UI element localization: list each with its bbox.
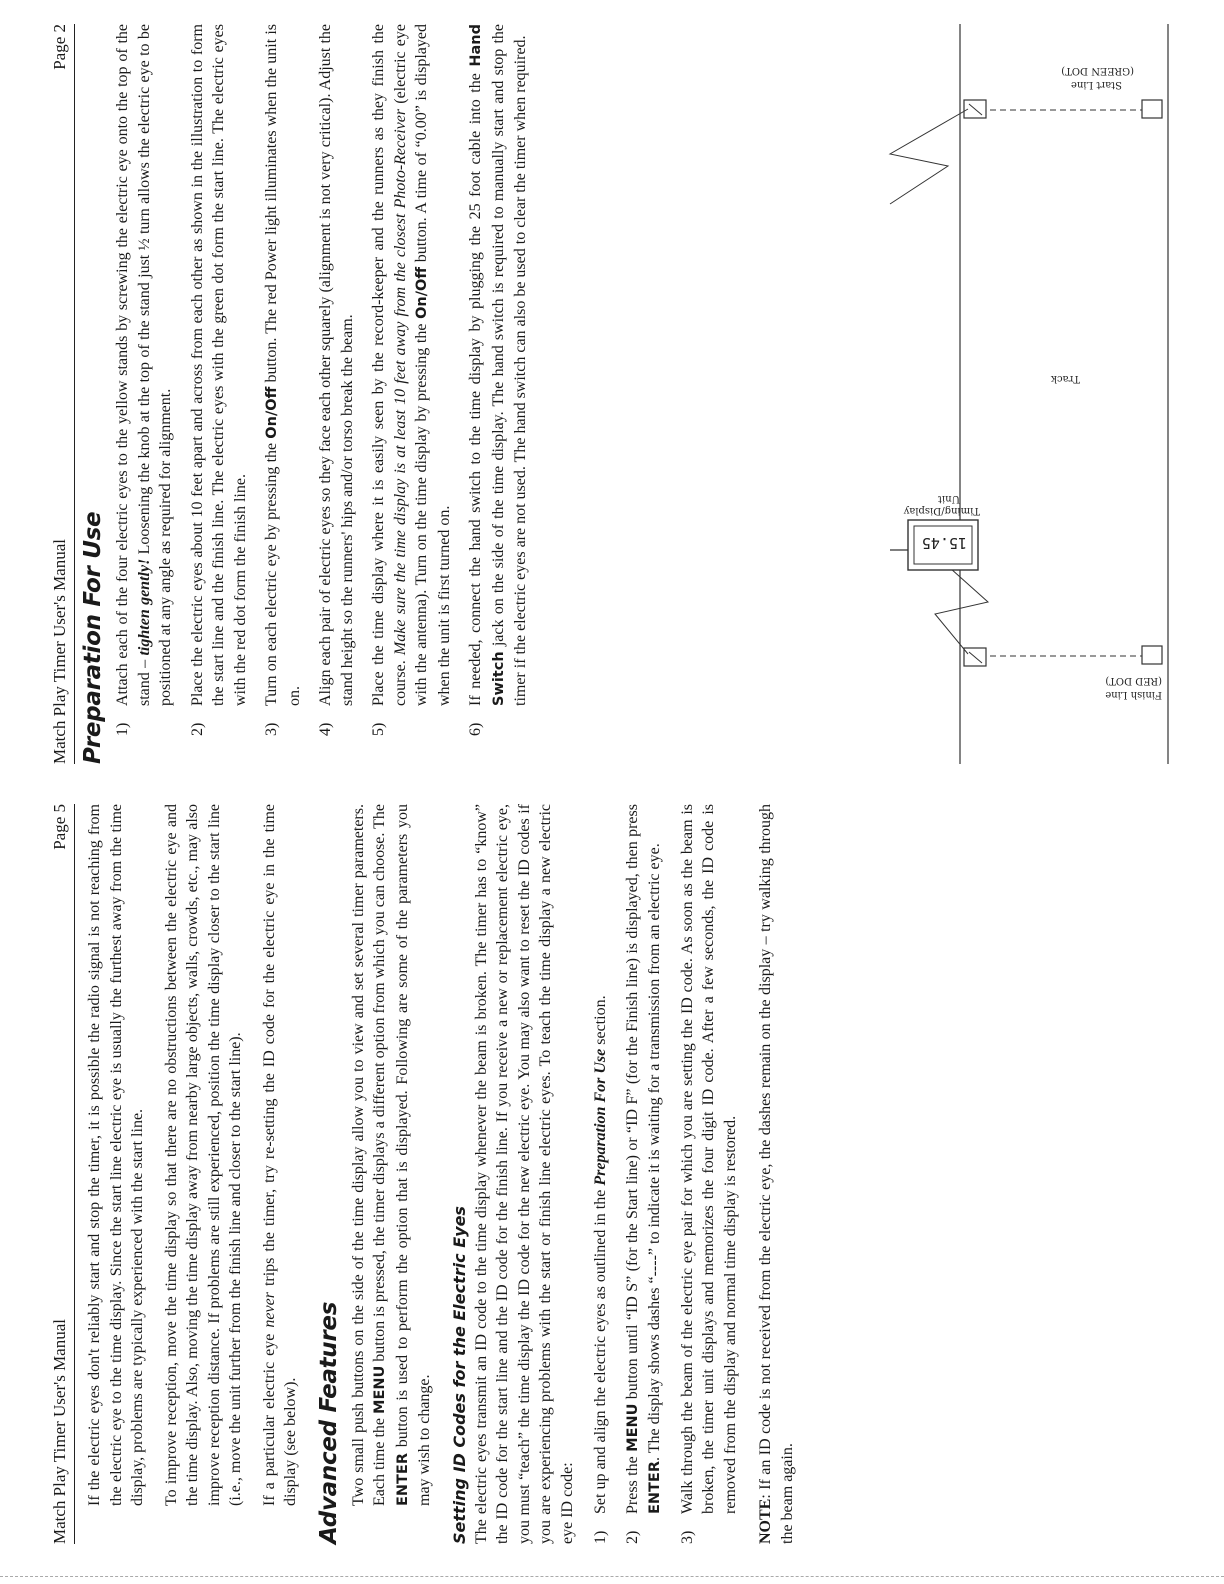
text: section. — [592, 995, 609, 1049]
text: If needed, connect the hand switch to the time display by plugging the 25 foot cable into the — [467, 66, 484, 706]
text: trips the timer, try re-setting the ID code for the electric eye in the time display (see below). — [260, 803, 299, 1506]
preparation-heading: Preparation For Use — [80, 511, 106, 764]
display-readout: 15.45 — [921, 534, 967, 552]
note-label: NOTE — [757, 1498, 774, 1544]
start-dot-label: (GREEN DOT) — [1061, 65, 1134, 76]
header-page-number: Page 5 — [50, 804, 69, 850]
unit-label-2: Unit — [937, 493, 960, 504]
text: Two small push buttons on the side of the time display allow you to view and set several timer parameters. Each time the — [349, 804, 388, 1506]
text: : If an ID code is not received from the electric eye, the dashes remain on the display – try walking through the beam again. — [757, 804, 796, 1544]
text: . The display shows dashes “----” to indicate it is waiting for a transmission from an electric eye. — [646, 843, 663, 1461]
id-steps-list — [590, 804, 741, 1544]
finish-radio-signal — [935, 568, 988, 654]
list-item — [112, 24, 177, 736]
text: Attach each of the four electric eyes to the yellow stands by screwing the electric eye onto the top of the stand – — [114, 24, 153, 706]
id-codes-heading: Setting ID Codes for the Electric Eyes — [449, 1206, 469, 1544]
page-header — [44, 24, 75, 764]
emphasis: Make sure the time display is at least 10 feet away from the closest Photo-Receiver — [391, 108, 409, 656]
note-paragraph — [755, 804, 798, 1544]
page-body — [84, 804, 810, 1544]
enter-keyword: ENTER — [394, 1452, 411, 1506]
text: Set up and align the electric eyes as outlined in the — [592, 1185, 609, 1514]
start-radio-signal — [890, 109, 968, 204]
finish-line-label: Finish Line — [1105, 689, 1162, 700]
list-item — [590, 804, 612, 1544]
track-label: Track — [1050, 373, 1080, 384]
text: button is used to perform the option that is displayed. Following are some of the parameters you may wish to change. — [393, 804, 433, 1506]
emphasis: tighten gently! — [135, 558, 153, 656]
never-trips-paragraph — [259, 804, 302, 1544]
menu-keyword: MENU — [624, 1403, 641, 1452]
list-item — [622, 804, 667, 1544]
improve-reception-paragraph: To improve reception, move the time display so that there are no obstructions between the electric eye and the time display. Also, moving the time display away from nearby large objects, walls, crowds, etc., may also improve reception distance. If problems are still experienced, position the time display closer to the start line (i.e., move the unit further from the finish line and closer to the start line). — [162, 804, 244, 1506]
text: Place the electric eyes about 10 feet apart and across from each other as shown in the illustration to form the start line and the finish line. The electric eyes with the green dot form the start line. The electric eyes with the red dot form the finish line. — [188, 24, 249, 706]
list-item — [677, 804, 742, 1544]
text: jack on the side of the time display. The hand switch is required to manually start and stop the timer if the electric eyes are not used. The hand switch can also be used to clear the timer when required. — [489, 24, 529, 706]
step-number: 3) — [263, 722, 280, 736]
scan-edge — [0, 1576, 1224, 1577]
emphasis: never — [260, 1292, 278, 1328]
section-reference: Preparation For Use — [592, 1048, 609, 1186]
list-item — [187, 24, 252, 736]
text: button is pressed, the timer displays a different option from which you can choose. The — [371, 804, 388, 1366]
text: Place the time display where it is easily seen by the record-keeper and the runners as they finish the course. — [370, 24, 409, 706]
manual-page-5 — [0, 804, 1224, 1544]
header-title: Match Play Timer User's Manual — [50, 1319, 69, 1544]
step-number: 1) — [114, 722, 131, 736]
list-item — [315, 24, 358, 736]
header-page-number: Page 2 — [50, 24, 69, 70]
list-item — [261, 24, 305, 736]
text: Walk through the beam of the electric eye pair for which you are setting the ID code. As soon as the beam is broken, the timer unit displays and memorizes the four digit ID code. After a few seconds, the ID code is removed from the display and normal time display is restored. — [678, 804, 739, 1514]
step-number: 4) — [317, 722, 334, 736]
text: Turn on each electric eye by pressing the — [263, 438, 280, 706]
finish-eye-bottom-icon — [1142, 646, 1162, 664]
step-number: 3) — [678, 1530, 696, 1544]
on-off-keyword: On/Off — [414, 266, 430, 319]
step-number: 1) — [592, 1530, 609, 1544]
track-diagram — [830, 24, 1180, 764]
text: button. A time of “0.00” is displayed when the unit is first turned on. — [413, 24, 453, 706]
enter-keyword: ENTER — [647, 1460, 663, 1514]
text: If a particular electric eye — [260, 1327, 278, 1506]
text: Loosening the knob at the top of the stand just ½ turn allows the electric eye to be positioned at any angle as required for alignment. — [135, 24, 174, 706]
advanced-features-paragraph — [348, 804, 436, 1544]
manual-page-2 — [0, 24, 1224, 764]
id-codes-paragraph: The electric eyes transmit an ID code to the time display whenever the beam is broken. The timer has to “know” the ID code for the start line and the ID code for the finish line. If you receive a new or replacement electric eye, you must “teach” the time display the ID code for the new electric eye. You may also want to reset the ID codes if you are experiencing problems with the start or finish line electric eyes. To teach the time display a new electric eye ID code: — [472, 804, 576, 1544]
finish-dot-label: (RED DOT) — [1105, 675, 1162, 686]
preparation-steps-list — [112, 24, 532, 764]
start-eye-bottom-icon — [1142, 100, 1162, 118]
page-header — [44, 804, 75, 1544]
text: Align each pair of electric eyes so they face each other squarely (alignment is not very critical). Adjust the stand height so the runners' hips and/or torso break the beam. — [317, 24, 356, 706]
step-number: 6) — [467, 722, 484, 736]
reception-paragraph: If the electric eyes don't reliably start and stop the timer, it is possible the radio signal is not reaching from the electric eye to the time display. Since the start line electric eye is usually the furthest away from the time display, problems are typically experienced with the start line. — [86, 804, 146, 1506]
advanced-features-heading: Advanced Features — [315, 1301, 342, 1544]
unit-label: Timing/Display — [903, 505, 980, 516]
menu-keyword: MENU — [372, 1365, 388, 1414]
start-line-label: Start Line — [1070, 79, 1122, 90]
page-body — [74, 24, 542, 764]
step-number: 5) — [370, 722, 387, 736]
hand-switch-keyword: Hand Switch — [468, 24, 507, 706]
on-off-keyword: On/Off — [264, 386, 280, 439]
text: (electric eye with the antenna). Turn on the time display by pressing the — [391, 24, 430, 706]
text: button. The red Power light illuminates when the unit is on. — [263, 24, 303, 706]
list-item — [368, 24, 455, 736]
text: button until “ID S” (for the Start line) or “ID F” (for the Finish line) is displayed, then press — [623, 804, 641, 1404]
step-number: 2) — [623, 1530, 641, 1544]
step-number: 2) — [188, 722, 206, 736]
header-title: Match Play Timer User's Manual — [50, 539, 69, 764]
list-item — [465, 24, 532, 736]
text: Press the — [623, 1451, 641, 1514]
